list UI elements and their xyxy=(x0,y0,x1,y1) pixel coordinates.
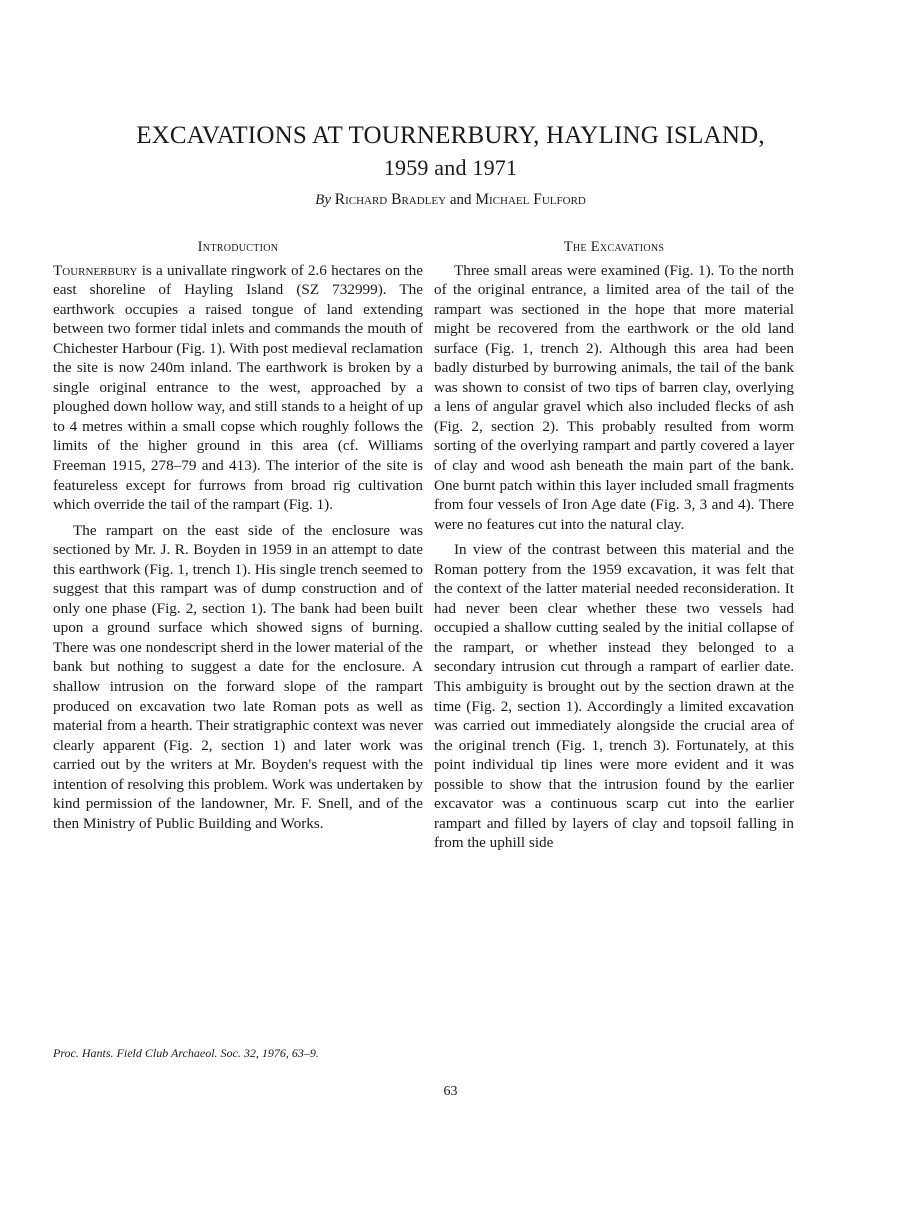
journal-citation-footnote: Proc. Hants. Field Club Archaeol. Soc. 32, 1976, 63–9. xyxy=(53,1046,319,1060)
page-number: 63 xyxy=(443,1084,458,1099)
author-1: Richard Bradley xyxy=(334,191,447,208)
byline xyxy=(0,190,901,210)
author-2: Michael Fulford xyxy=(475,191,586,208)
paragraph xyxy=(53,261,423,515)
title-line-1: EXCAVATIONS AT TOURNERBURY, HAYLING ISLAND, xyxy=(136,122,765,149)
paragraph-text: is a univallate ringwork of 2.6 hectares on the east shoreline of Hayling Island (SZ 732999). The earthwork occupies a raised tongue of land extending between two former tidal inlets and commands the mouth of Chichester Harbour (Fig. 1). With post medieval reclamation the site is now 240m inland. The earthwork is broken by a single original entrance to the west, approached by a ploughed down hollow way, and still stands to a height of up to 4 metres within a small copse which roughly follows the limits of the higher ground in this area (cf. Williams Freeman 1915, 278–79 and 413). The interior of the site is featureless except for furrows from broad rig cultivation which override the tail of the rampart (Fig. 1). xyxy=(53,261,423,514)
right-column xyxy=(434,238,794,859)
article-title xyxy=(0,121,901,185)
section-heading-excavations: The Excavations xyxy=(563,239,665,255)
paragraph: The rampart on the east side of the enclosure was sectioned by Mr. J. R. Boyden in 1959 in an attempt to date this earthwork (Fig. 1, trench 1). His single trench seemed to suggest that this rampart was of dump construction and of only one phase (Fig. 2, section 1). The bank had been built upon a ground surface which showed signs of burning. There was one nondescript sherd in the lower material of the bank but nothing to suggest a date for the enclosure. A shallow intrusion on the forward slope of the rampart produced on excavation two late Roman pots as well as material from a hearth. Their stratigraphic context was never clearly apparent (Fig. 2, section 1) and later work was carried out by the writers at Mr. Boyden's request with the intention of resolving this problem. Work was undertaken by kind permission of the landowner, Mr. F. Snell, and of the then Ministry of Public Building and Works. xyxy=(53,521,423,832)
lead-word: Tournerbury xyxy=(53,261,138,279)
section-heading-introduction: Introduction xyxy=(197,239,279,255)
paragraph: Three small areas were examined (Fig. 1). To the north of the original entrance, a limited area of the tail of the rampart was sectioned in the hope that more material might be recovered from the earthwork or the old land surface (Fig. 1, trench 2). Although this area had been badly disturbed by burrowing animals, the tail of the bank was shown to consist of two tips of barren clay, overlying a lens of angular gravel which also included flecks of ash (Fig. 2, section 2). This probably resulted from worm sorting of the overlying rampart and partly covered a layer of clay and wood ash beneath the main part of the bank. One burnt patch within this layer included small fragments from four vessels of Iron Age date (Fig. 3, 3 and 4). There were no features cut into the natural clay. xyxy=(434,261,794,533)
byline-prefix: By xyxy=(315,192,331,208)
title-line-2: 1959 and 1971 xyxy=(383,155,518,180)
left-column xyxy=(53,238,423,839)
paragraph: In view of the contrast between this material and the Roman pottery from the 1959 excavation, it was felt that the context of the latter material needed reconsideration. It had never been clear whether these two vessels had occupied a shallow cutting sealed by the initial collapse of the rampart, or whether instead they belonged to a secondary intrusion cut through a rampart of earlier date. This ambiguity is brought out by the section drawn at the time (Fig. 2, section 1). Accordingly a limited excavation was carried out immediately alongside the crucial area of the original trench (Fig. 1, trench 3). Fortunately, at this point individual tip lines were more evident and it was possible to show that the intrusion found by the earlier excavator was a continuous scarp cut into the earlier rampart and filled by layers of clay and topsoil falling in from the uphill side xyxy=(434,541,794,852)
byline-conjunction: and xyxy=(449,192,472,208)
